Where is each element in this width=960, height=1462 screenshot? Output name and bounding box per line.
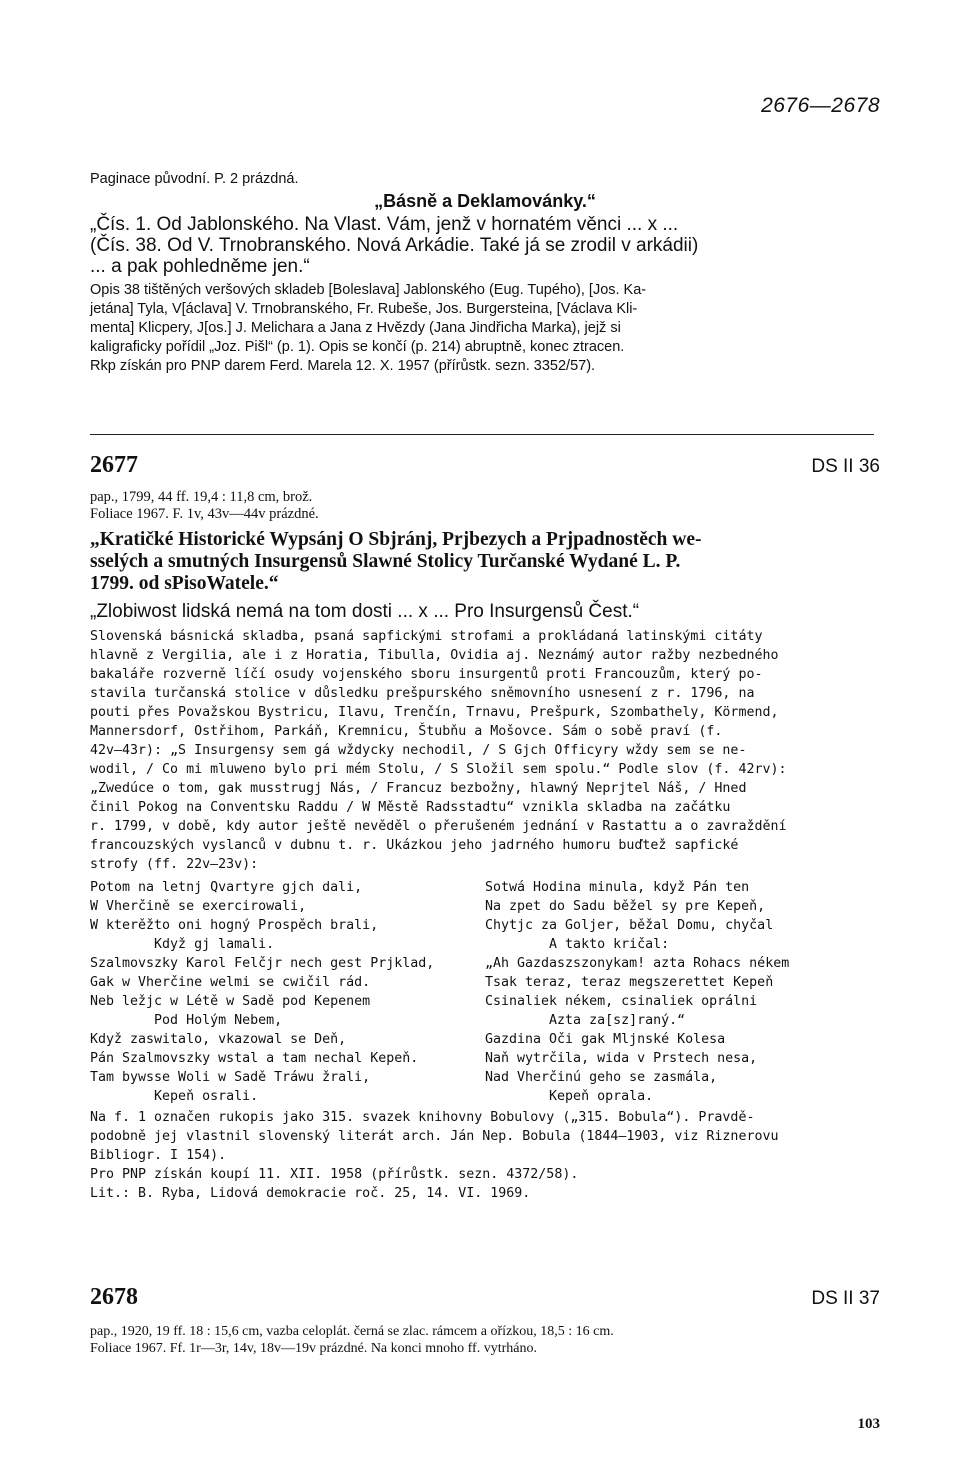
title-line: „Kratičké Historické Wypsánj O Sbjránj, Prjbezych a Prjpadnostěch we- [90, 529, 702, 550]
entry-number: 2677 [90, 452, 138, 478]
incipit-line: ... a pak pohledněme jen.“ [90, 256, 310, 277]
verse-line: Gazdina Oči gak Mljnské Kolesa [485, 1032, 726, 1047]
verse-line: A takto kričal: [485, 937, 670, 952]
description-line: Slovenská básnická skladba, psaná sapfickými strofami a prokládaná latinskými citáty [90, 629, 763, 644]
description-line: 42v—43r): „S Insurgensy sem gá wždycky nechodil, / S Gjch Officyry wždy sem se ne- [90, 743, 747, 758]
entry-2676-title: „Básně a Deklamovánky.“ [374, 191, 596, 211]
entry-number: 2678 [90, 1284, 138, 1310]
verse-line: Potom na letnj Qvartyre gjch dali, [90, 880, 363, 895]
verse-line: Když gj lamali. [90, 937, 275, 952]
note-line: Na f. 1 označen rukopis jako 315. svazek knihovny Bobulovy („315. Bobula“). Pravdě- [90, 1110, 755, 1125]
title-line: sselých a smutných Insurgensů Slawné Stolicy Turčanské Wydané L. P. [90, 551, 681, 572]
note-line: Pro PNP získán koupí 11. XII. 1958 (přírůstk. sezn. 4372/58). [90, 1167, 579, 1182]
incipit-line: (Čís. 38. Od V. Trnobranského. Nová Arkádie. Také já se zrodil v arkádii) [90, 235, 699, 256]
foliation-note: Foliace 1967. Ff. 1r—3r, 14v, 18v—19v prázdné. Na konci mnoho ff. vytrháno. [90, 1341, 537, 1356]
provenance-notes [90, 1108, 880, 1203]
description-line: jetána] Tyla, V[áclava] V. Trnobranského, Fr. Rubeše, Jos. Burgersteina, [Václava Kli- [90, 301, 638, 317]
description-line: činil Pokog na Conventsku Raddu / W Městě Radsstadtu“ vznikla skladba na začátku [90, 800, 731, 815]
description-line: pouti přes Považskou Bystricu, Ilavu, Trenčín, Trnavu, Prešpurk, Szombathely, Körmend, [90, 705, 779, 720]
description-line: r. 1799, v době, kdy autor ještě nevěděl o přerušeném jednání v Rastattu a o zavraždění [90, 819, 787, 834]
description-line: wodil, / Co mi mluweno bylo pri mém Stolu, / S Složil sem spolu.“ Podle slov (f. 42rv): [90, 762, 787, 777]
running-head: 2676—2678 [761, 94, 880, 117]
poem-excerpt [90, 878, 880, 1106]
verse-line: W kterěžto oni hogný Prospěch brali, [90, 918, 379, 933]
verse-line: Pán Szalmovszky wstal a tam nechal Kepeň. [90, 1051, 419, 1066]
verse-line: W Vherčině se exercirowali, [90, 899, 307, 914]
description-line: strofy (ff. 22v—23v): [90, 857, 259, 872]
verse-line: Tam bywsse Woli w Sadě Tráwu žrali, [90, 1070, 371, 1085]
verse-line: Sotwá Hodina minula, když Pán ten [485, 880, 750, 895]
verse-line: Pod Holým Nebem, [90, 1013, 283, 1028]
description-line: menta] Klicpery, J[os.] J. Melichara a Jana z Hvězdy (Jana Jindřicha Marka), jejž si [90, 320, 621, 336]
incipit-line: „Čís. 1. Od Jablonského. Na Vlast. Vám, jenž v hornatém věnci ... x ... [90, 214, 679, 235]
pagination-note: Paginace původní. P. 2 prázdná. [90, 171, 299, 187]
verse-line: Naň wytrčila, wida v Prstech nesa, [485, 1051, 758, 1066]
entry-header [90, 1284, 880, 1311]
note-line: Bibliogr. I 154). [90, 1148, 227, 1163]
description-line: Rkp získán pro PNP darem Ferd. Marela 12. X. 1957 (přírůstk. sezn. 3352/57). [90, 358, 596, 374]
entry-header [90, 452, 880, 479]
description-line: kaligraficky pořídil „Joz. Pišl“ (p. 1). Opis se končí (p. 214) abruptně, konec ztracen. [90, 339, 625, 355]
page-number: 103 [857, 1416, 880, 1432]
incipit: „Zlobiwost lidská nemá na tom dosti ... x ... Pro Insurgensů Čest.“ [90, 601, 640, 622]
verse-line: Csinaliek nékem, csinaliek oprálni [485, 994, 758, 1009]
title-line: 1799. od sPisoWatele.“ [90, 573, 279, 594]
description-line: „Zwedúce o tom, gak musstrugj Nás, / Francuz bezbožny, hlawný Neprjtel Náš, / Hned [90, 781, 747, 796]
verse-line: Kepeň oprala. [485, 1089, 654, 1104]
description-line: Mannersdorf, Ostřihom, Parkáň, Kremnicu, Štubňu a Mošovce. Sám o sobě praví (f. [90, 724, 723, 739]
verse-line: Kepeň osrali. [90, 1089, 259, 1104]
description-line: francouzských vyslanců v dubnu t. r. Ukázkou jeho jadrného humoru buďtež sapfické [90, 838, 739, 853]
physical-description: pap., 1799, 44 ff. 19,4 : 11,8 cm, brož. [90, 489, 313, 505]
foliation-note: Foliace 1967. F. 1v, 43v—44v prázdné. [90, 506, 319, 522]
entry-2676-continuation [90, 170, 880, 376]
verse-line: Chytjc za Goljer, běžal Domu, chyčal [485, 918, 774, 933]
description-line: stavila turčanská stolice v důsledku prešpurského sněmovního usnesení z r. 1796, na [90, 686, 755, 701]
verse-line: Nad Vherčinú geho se zasmála, [485, 1070, 718, 1085]
verse-line: Na zpet do Sadu běžel sy pre Kepeň, [485, 899, 766, 914]
verse-line: Tsak teraz, teraz megszerettet Kepeň [485, 975, 774, 990]
entry-2677-title [90, 529, 880, 595]
verse-line: „Ah Gazdaszszonykam! azta Rohacs nékem [485, 956, 790, 971]
verse-line: Azta za[sz]raný.“ [485, 1013, 686, 1028]
poem-left-column [90, 878, 485, 1106]
shelf-signature: DS II 37 [811, 1288, 880, 1309]
note-line: podobně jej vlastnil slovenský literát arch. Ján Nep. Bobula (1844—1903, viz Riznerovu [90, 1129, 779, 1144]
verse-line: Szalmovszky Karol Felčjr nech gest Prjklad, [90, 956, 435, 971]
poem-right-column [485, 878, 880, 1106]
description-line: bakaláře rozverně líčí osudy vojenského sboru insurgentů proti Francouzům, který po- [90, 667, 763, 682]
section-divider [90, 434, 874, 435]
entry-2678 [90, 1284, 880, 1357]
description [90, 627, 880, 874]
physical-description: pap., 1920, 19 ff. 18 : 15,6 cm, vazba celoplát. černá se zlac. rámcem a ořízkou, 18,5 : 16 cm. [90, 1324, 614, 1339]
entry-2677 [90, 452, 880, 1203]
verse-line: Gak w Vherčine welmi se cwičil rád. [90, 975, 371, 990]
description-line: Opis 38 tištěných veršových skladeb [Boleslava] Jablonského (Eug. Tupého), [Jos. Ka- [90, 282, 647, 298]
shelf-signature: DS II 36 [811, 456, 880, 477]
verse-line: Neb ležjc w Létě w Sadě pod Kepenem [90, 994, 371, 1009]
verse-line: Když zaswitalo, vkazowal se Deň, [90, 1032, 347, 1047]
note-line: Lit.: B. Ryba, Lidová demokracie roč. 25, 14. VI. 1969. [90, 1186, 531, 1201]
description-line: hlavně z Vergilia, ale i z Horatia, Tibulla, Ovidia aj. Neznámý autor ražby nezbedného [90, 648, 779, 663]
